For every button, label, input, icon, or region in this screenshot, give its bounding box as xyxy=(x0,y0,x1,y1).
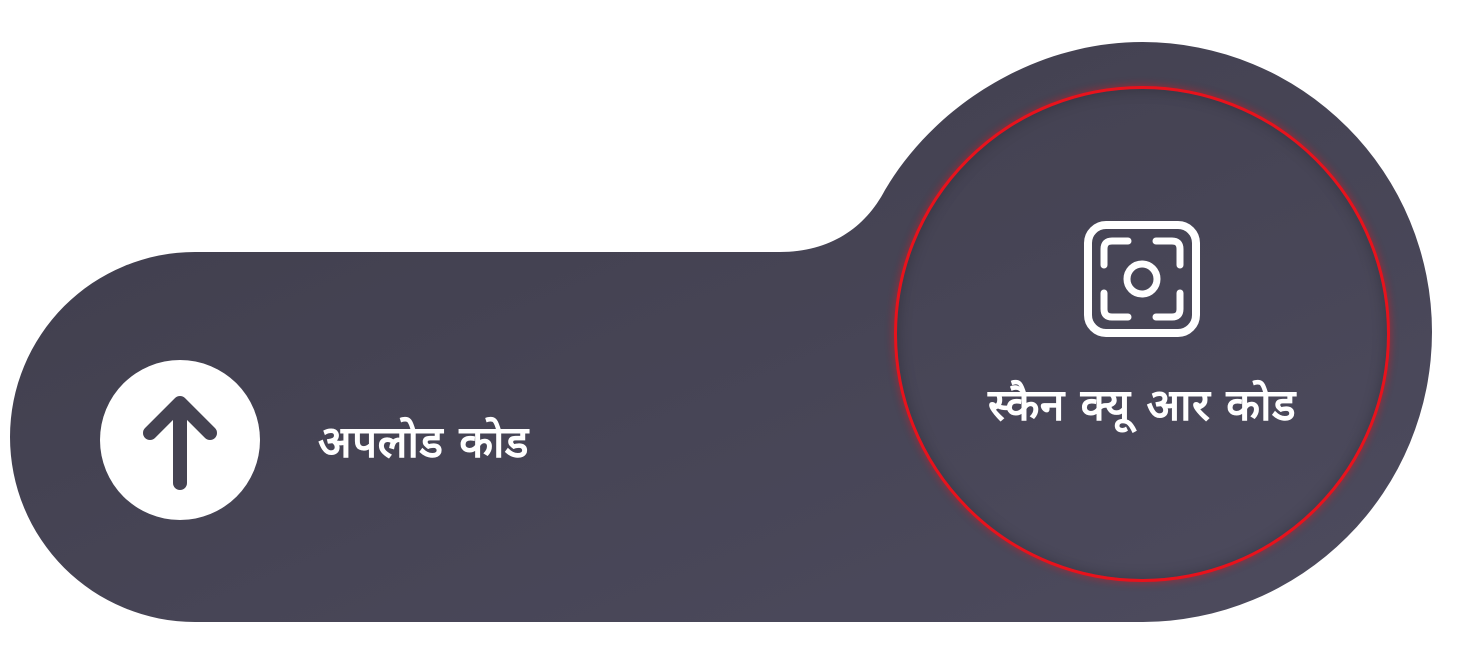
scan-qr-code-button[interactable] xyxy=(894,86,1390,582)
scan-qr-code-label: स्कैन क्यू आर कोड xyxy=(987,380,1297,431)
upload-icon-circle xyxy=(100,360,260,520)
upload-code-button[interactable] xyxy=(100,356,620,524)
arrow-up-icon xyxy=(140,385,220,495)
camera-scan-icon xyxy=(1082,219,1202,339)
upload-code-label: अपलोड कोड xyxy=(318,417,529,468)
